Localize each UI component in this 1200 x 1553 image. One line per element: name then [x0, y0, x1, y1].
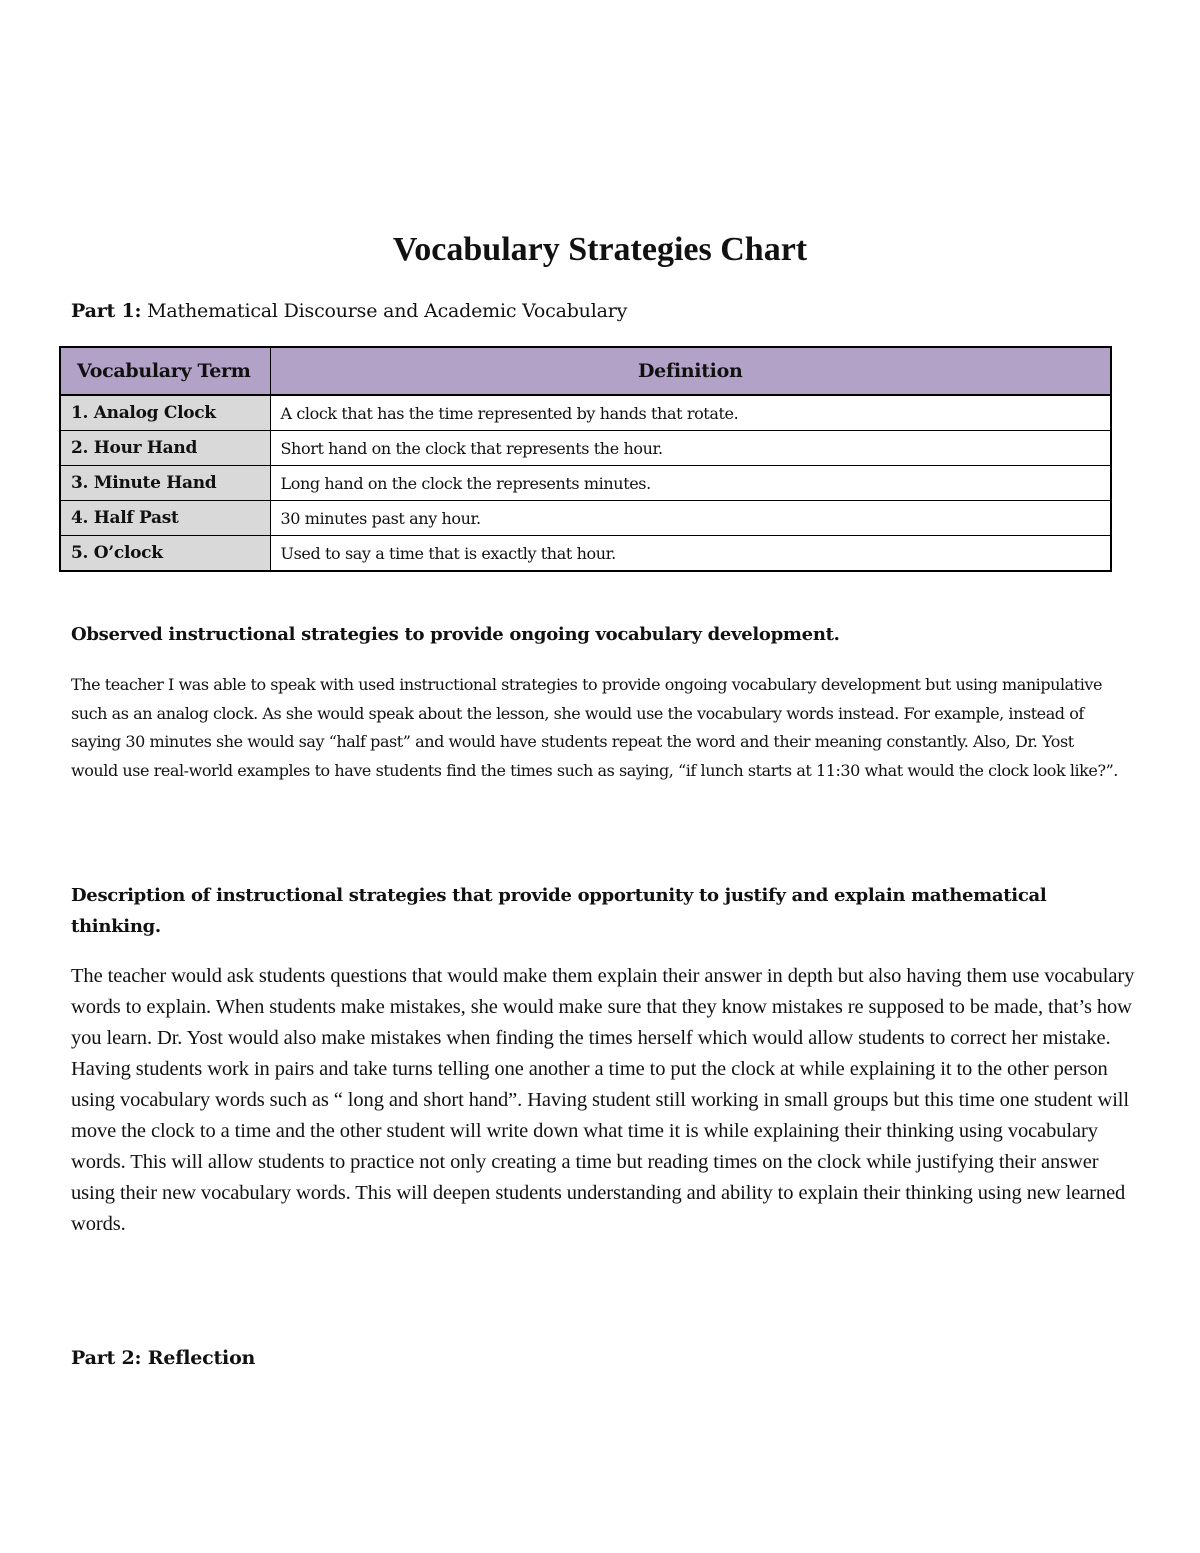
- page-title: Vocabulary Strategies Chart: [392, 231, 808, 268]
- term-cell: 5. O’clock: [60, 536, 270, 572]
- part1-title: Mathematical Discourse and Academic Vocabulary: [141, 300, 628, 322]
- definition-cell: Long hand on the clock the represents minutes.: [270, 466, 1111, 501]
- description-strategies-paragraph: The teacher would ask students questions that would make them explain their answer in depth but also having them use vocabulary words to explain. When students make mistakes, she would make sure that they know mistakes re supposed to be made, that’s how you learn. Dr. Yost would also make mistakes when finding the times herself which would allow students to correct her mistake. Having students work in pairs and take turns telling one another a time to put the clock at while explaining it to the other person using vocabulary words such as “ long and short hand”. Having student still working in small groups but this time one student will move the clock to a time and the other student will write down what time it is while explaining their thinking using vocabulary words. This will allow students to practice not only creating a time but reading times on the clock while justifying their answer using their new vocabulary words. This will deepen students understanding and ability to explain their thinking using new learned words.: [71, 965, 1135, 1235]
- term-cell: 4. Half Past: [60, 501, 270, 536]
- term-cell: 3. Minute Hand: [60, 466, 270, 501]
- table-row: [60, 395, 1111, 431]
- table-row: [60, 431, 1111, 466]
- header-definition: Definition: [270, 347, 1111, 395]
- definition-cell: Short hand on the clock that represents the hour.: [270, 431, 1111, 466]
- observed-strategies-paragraph: The teacher I was able to speak with used instructional strategies to provide ongoing vocabulary development but using manipulative such as an analog clock. As she would speak about the lesson, she would use the vocabulary words instead. For example, instead of saying 30 minutes she would say “half past” and would have students repeat the word and their meaning constantly. Also, Dr. Yost would use real-world examples to have students find the times such as saying, “if lunch starts at 11:30 what would the clock look like?”.: [71, 675, 1118, 780]
- table-header-row: [60, 347, 1111, 395]
- vocabulary-table: [59, 346, 1112, 572]
- description-strategies-heading: Description of instructional strategies that provide opportunity to justify and explain mathematical thinking.: [71, 885, 1047, 937]
- part1-heading: [71, 298, 627, 324]
- table-row: [60, 466, 1111, 501]
- part2-heading: [71, 1345, 255, 1371]
- table-row: [60, 501, 1111, 536]
- table-row: [60, 536, 1111, 572]
- definition-cell: Used to say a time that is exactly that hour.: [270, 536, 1111, 572]
- term-cell: 2. Hour Hand: [60, 431, 270, 466]
- header-vocabulary-term: Vocabulary Term: [60, 347, 270, 395]
- definition-cell: A clock that has the time represented by hands that rotate.: [270, 395, 1111, 431]
- definition-cell: 30 minutes past any hour.: [270, 501, 1111, 536]
- part2-title: Reflection: [141, 1347, 256, 1369]
- part1-label: Part 1:: [71, 300, 142, 322]
- observed-strategies-heading: Observed instructional strategies to provide ongoing vocabulary development.: [71, 624, 840, 645]
- part2-label: Part 2:: [71, 1347, 142, 1369]
- term-cell: 1. Analog Clock: [60, 395, 270, 431]
